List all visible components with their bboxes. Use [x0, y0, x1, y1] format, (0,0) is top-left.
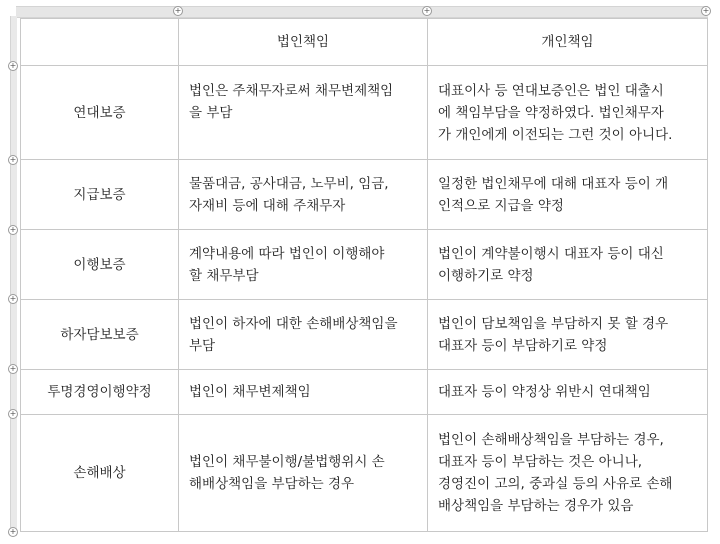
cell-text-line: 법인이 담보책임을 부담하지 못 할 경우 — [438, 315, 669, 332]
row-insert-handle-icon[interactable]: + — [9, 527, 17, 536]
row-label-cell[interactable]: 지급보증 — [21, 160, 179, 230]
column-insert-handle-icon[interactable]: + — [702, 6, 710, 15]
cell-text-line: 법인이 채무불이행/불법행위시 손 — [189, 454, 385, 470]
table-row — [21, 66, 708, 160]
table-header-row — [21, 19, 708, 66]
cell-text-line: 이행하기로 약정 — [438, 267, 534, 284]
row-insert-handle-icon[interactable]: + — [9, 409, 17, 418]
row-insert-handle-icon[interactable]: + — [9, 155, 17, 164]
cell-text-line: 대표자 등이 약정상 위반시 연대책임 — [438, 384, 651, 400]
personal-cell[interactable] — [428, 230, 708, 300]
cell-text-line: 법인은 주채무자로써 채무변제책임 — [189, 82, 394, 99]
row-insert-handle-icon[interactable]: + — [9, 225, 17, 234]
personal-cell[interactable] — [428, 300, 708, 370]
row-label-cell[interactable]: 이행보증 — [21, 230, 179, 300]
row-label-cell[interactable]: 투명경영이행약정 — [21, 370, 179, 415]
cell-text-line: 물품대금, 공사대금, 노무비, 임금, — [189, 175, 389, 192]
row-label-cell[interactable]: 연대보증 — [21, 66, 179, 160]
personal-cell[interactable] — [428, 160, 708, 230]
cell-text-line: 에 책임부담을 약정하였다. 법인채무자 — [438, 104, 664, 121]
corporate-cell[interactable] — [179, 230, 428, 300]
table-row — [21, 370, 708, 415]
table-row — [21, 230, 708, 300]
cell-text-line: 할 채무부담 — [189, 267, 259, 284]
column-insert-handle-icon[interactable]: + — [174, 6, 182, 15]
cell-text-line: 대표자 등이 부담하는 것은 아니나, — [438, 454, 643, 470]
corporate-cell[interactable] — [179, 160, 428, 230]
cell-text-line: 배상책임을 부담하는 경우가 있음 — [438, 498, 634, 514]
header-cell-corporate[interactable]: 법인책임 — [179, 19, 428, 66]
column-insert-handle-icon[interactable]: + — [423, 6, 431, 15]
table-row — [21, 160, 708, 230]
table-row — [21, 300, 708, 370]
responsibility-table — [20, 18, 708, 532]
cell-text-line: 을 부담 — [189, 104, 233, 121]
cell-text-line: 가 개인에게 이전되는 그런 것이 아니다. — [438, 126, 673, 143]
personal-cell[interactable] — [428, 66, 708, 160]
cell-text-line: 경영진이 고의, 중과실 등의 사유로 손해 — [438, 476, 673, 492]
cell-text-line: 해배상책임을 부담하는 경우 — [189, 476, 355, 492]
row-insert-handle-icon[interactable]: + — [9, 61, 17, 70]
corporate-cell[interactable] — [179, 415, 428, 532]
header-cell-empty[interactable] — [21, 19, 179, 66]
cell-text-line: 법인이 채무변제책임 — [189, 384, 311, 400]
cell-text-line: 부담 — [189, 337, 216, 354]
cell-text-line: 법인이 계약불이행시 대표자 등이 대신 — [438, 245, 664, 262]
cell-text-line: 법인이 하자에 대한 손해배상책임을 — [189, 315, 398, 332]
cell-text-line: 대표이사 등 연대보증인은 법인 대출시 — [438, 82, 664, 99]
table-top-ruler — [16, 6, 708, 18]
row-insert-handle-icon[interactable]: + — [9, 364, 17, 373]
cell-text-line: 자재비 등에 대해 주채무자 — [189, 197, 346, 214]
cell-text-line: 일정한 법인채무에 대해 대표자 등이 개 — [438, 175, 669, 192]
row-insert-handle-icon[interactable]: + — [9, 294, 17, 303]
row-label-cell[interactable]: 하자담보보증 — [21, 300, 179, 370]
table-left-ruler — [10, 16, 17, 536]
cell-text-line: 계약내용에 따라 법인이 이행해야 — [189, 245, 385, 262]
header-cell-personal[interactable]: 개인책임 — [428, 19, 708, 66]
table-row — [21, 415, 708, 532]
cell-text-line: 법인이 손해배상책임을 부담하는 경우, — [438, 432, 664, 448]
corporate-cell[interactable] — [179, 370, 428, 415]
corporate-cell[interactable] — [179, 66, 428, 160]
personal-cell[interactable] — [428, 415, 708, 532]
personal-cell[interactable] — [428, 370, 708, 415]
cell-text-line: 대표자 등이 부담하기로 약정 — [438, 337, 608, 354]
cell-text-line: 인적으로 지급을 약정 — [438, 197, 564, 214]
row-label-cell[interactable]: 손해배상 — [21, 415, 179, 532]
corporate-cell[interactable] — [179, 300, 428, 370]
